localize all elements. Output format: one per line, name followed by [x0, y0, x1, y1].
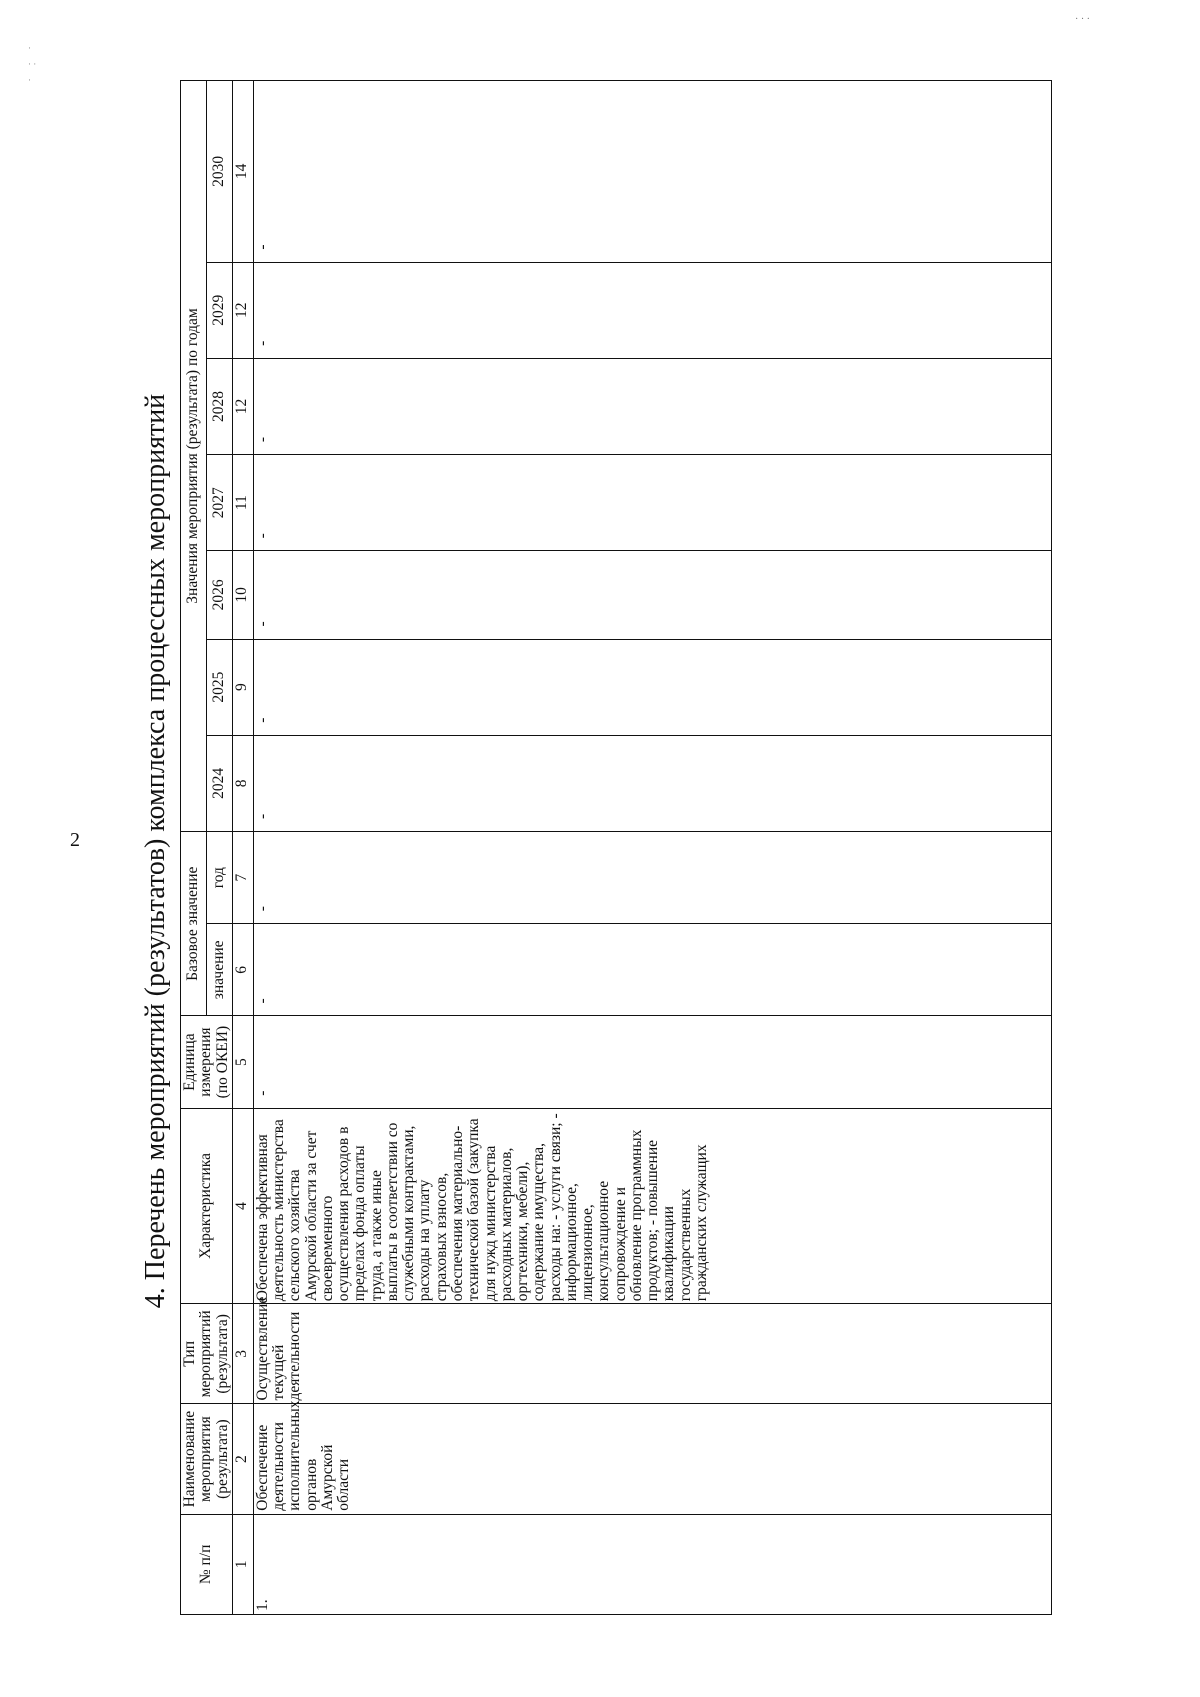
- column-number: 7: [232, 832, 253, 924]
- header-year-2029: 2029: [206, 262, 232, 358]
- row-characteristic: Обеспечена эффективная деятельность министерства сельского хозяйства Амурской области за счет своевременного осуществления расходов в пределах фонда оплаты труда, а также иные выплаты в соответствии со служебными контрактами, расходы на уплату страховых взносов, обеспечения материально-технической базой (закупка для нужд министерства расходных материалов, оргтехники, мебели), содержание имущества, расходы на: - услуги связи; - информационное, лицензионное, консультационное сопровождение и обновление программных продуктов; - повышение квалификации государственных гражданских служащих: [253, 1108, 1051, 1304]
- header-year-2024: 2024: [206, 735, 232, 831]
- column-number: 8: [232, 735, 253, 831]
- header-base-group: Базовое значение: [181, 832, 207, 1016]
- header-type: Тип мероприятий (результата): [181, 1304, 233, 1404]
- header-year-2028: 2028: [206, 358, 232, 454]
- header-name: Наименование мероприятия (результата): [181, 1404, 233, 1514]
- row-number: 1.: [253, 1514, 1051, 1614]
- landscape-sheet: [180, 80, 1115, 1615]
- column-number: 9: [232, 639, 253, 735]
- row-value-2025: -: [253, 639, 1051, 735]
- row-value-2029: -: [253, 262, 1051, 358]
- column-numbers-row: [232, 81, 253, 1615]
- row-value-2030: -: [253, 81, 1051, 263]
- measures-table-container: [180, 80, 1115, 1615]
- header-year-2030: 2030: [206, 81, 232, 263]
- header-base-year: год: [206, 832, 232, 924]
- row-type: Осуществление текущей деятельности: [253, 1304, 1051, 1404]
- row-value-2024: -: [253, 735, 1051, 831]
- header-year-2027: 2027: [206, 455, 232, 551]
- column-number: 10: [232, 551, 253, 639]
- column-number: 12: [232, 262, 253, 358]
- header-num: № п/п: [181, 1514, 233, 1614]
- header-unit: Единица измерения (по ОКЕИ): [181, 1016, 233, 1108]
- column-number: 2: [232, 1404, 253, 1514]
- scan-margin-noise: · · · ·: [28, 43, 37, 86]
- document-title: 4. Перечень мероприятий (результатов) комплекса процессных мероприятий: [140, 393, 171, 1309]
- header-row-1: [181, 81, 207, 1615]
- column-number: 1: [232, 1514, 253, 1614]
- header-characteristic: Характеристика: [181, 1108, 233, 1304]
- header-year-2025: 2025: [206, 639, 232, 735]
- row-name: Обеспечение деятельности исполнительных органов Амурской области: [253, 1404, 1051, 1514]
- column-number: 14: [232, 81, 253, 263]
- row-base-value: -: [253, 924, 1051, 1016]
- row-value-2028: -: [253, 358, 1051, 454]
- column-number: 5: [232, 1016, 253, 1108]
- row-base-year: -: [253, 832, 1051, 924]
- row-value-2027: -: [253, 455, 1051, 551]
- header-year-2026: 2026: [206, 551, 232, 639]
- column-number: 6: [232, 924, 253, 1016]
- column-number: 3: [232, 1304, 253, 1404]
- column-number: 11: [232, 455, 253, 551]
- page-number: 2: [70, 829, 80, 851]
- scan-noise: · · ·: [1075, 14, 1090, 25]
- header-base-value: значение: [206, 924, 232, 1016]
- row-unit: -: [253, 1016, 1051, 1108]
- column-number: 4: [232, 1108, 253, 1304]
- header-years-group: Значения мероприятия (результата) по годам: [181, 81, 207, 832]
- measures-table: [180, 80, 1052, 1615]
- column-number: 12: [232, 358, 253, 454]
- row-value-2026: -: [253, 551, 1051, 639]
- table-row: [253, 81, 1051, 1615]
